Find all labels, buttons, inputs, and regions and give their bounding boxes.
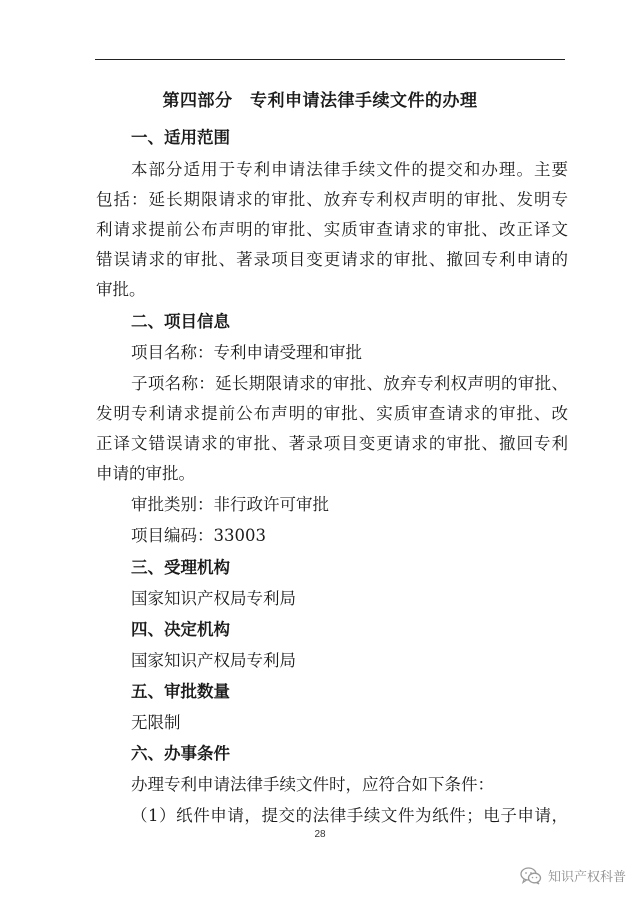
- paragraph-line: 办理专利申请法律手续文件时，应符合如下条件：: [131, 775, 494, 794]
- paragraph-line: 子项名称：延长期限请求的审批、放弃专利权声明的审批、: [131, 374, 568, 393]
- section-heading-project-info: 二、项目信息: [131, 312, 230, 331]
- deciding-agency: 国家知识产权局专利局: [131, 651, 296, 670]
- section-heading-approval-quantity: 五、审批数量: [131, 682, 230, 701]
- page-title: 第四部分 专利申请法律手续文件的办理: [162, 91, 478, 111]
- watermark-text: 知识产权科普: [547, 870, 626, 885]
- paragraph-line: 错误请求的审批、著录项目变更请求的审批、撤回专利申请的: [96, 250, 568, 269]
- approval-category: 审批类别：非行政许可审批: [131, 495, 329, 514]
- section-heading-conditions: 六、办事条件: [131, 744, 230, 763]
- paragraph-line: 发明专利请求提前公布声明的审批、实质审查请求的审批、改: [96, 404, 568, 423]
- paragraph-line: 本部分适用于专利申请法律手续文件的提交和办理。主要: [131, 160, 568, 179]
- section-heading-accepting-agency: 三、受理机构: [131, 558, 230, 577]
- page-number: 28: [314, 829, 326, 840]
- header-rule: [95, 59, 565, 60]
- paragraph-line: 审批。: [96, 280, 146, 299]
- paragraph-line: 申请的审批。: [96, 464, 195, 483]
- section-heading-deciding-agency: 四、决定机构: [131, 620, 230, 639]
- accepting-agency: 国家知识产权局专利局: [131, 589, 296, 608]
- paragraph-line: （1）纸件申请，提交的法律手续文件为纸件；电子申请，: [131, 806, 568, 825]
- watermark: [520, 866, 626, 885]
- section-heading-scope: 一、适用范围: [131, 128, 230, 147]
- approval-quantity: 无限制: [131, 713, 181, 732]
- paragraph-line: 利请求提前公布声明的审批、实质审查请求的审批、改正译文: [96, 220, 568, 239]
- paragraph-line: 正译文错误请求的审批、著录项目变更请求的审批、撤回专利: [96, 434, 568, 453]
- project-name: 项目名称：专利申请受理和审批: [131, 343, 362, 362]
- wechat-icon: [520, 867, 542, 885]
- project-code: 项目编码：33003: [131, 526, 266, 545]
- paragraph-line: 包括：延长期限请求的审批、放弃专利权声明的审批、发明专: [96, 190, 568, 209]
